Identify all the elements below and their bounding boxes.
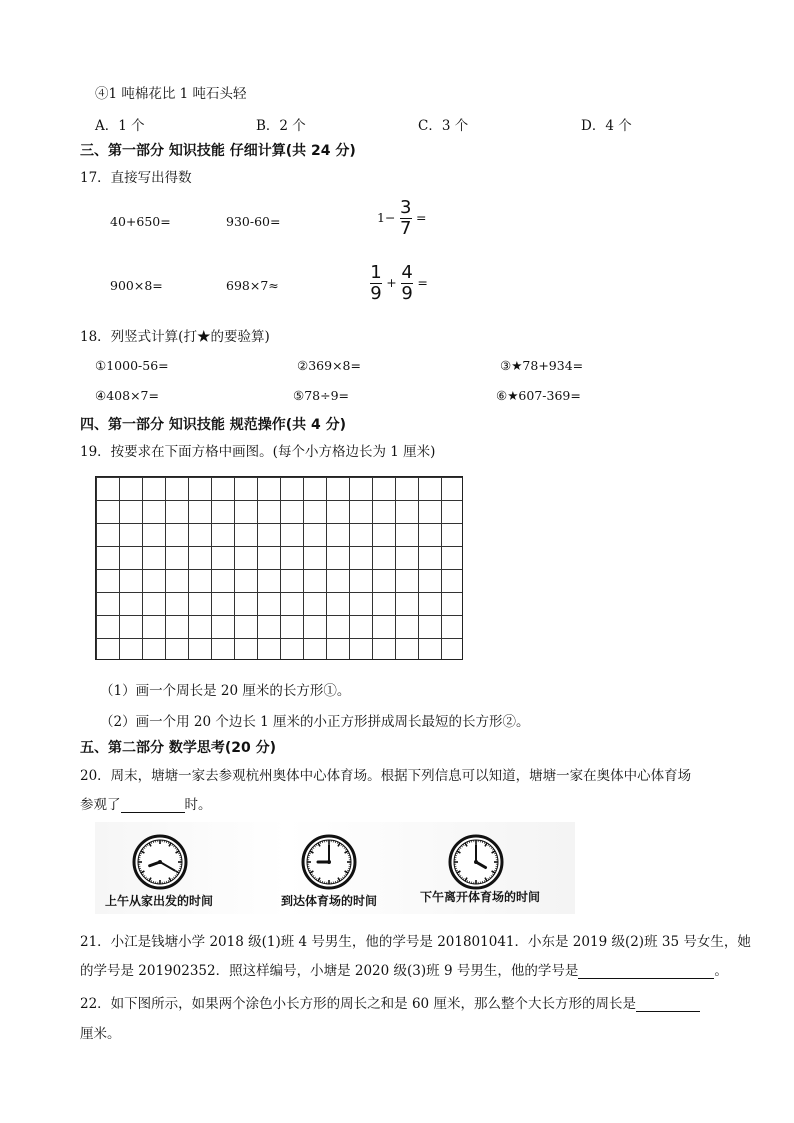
frac2-plus: + (386, 275, 397, 290)
q17-calc-4: 698×7≈ (226, 278, 279, 293)
q19-stem: 19．按要求在下面方格中画图。(每个小方格边长为 1 厘米) (80, 444, 436, 460)
q19-sub-2: （2）画一个用 20 个边长 1 厘米的小正方形拼成周长最短的长方形②。 (100, 714, 530, 730)
q20-answer-blank[interactable] (121, 796, 185, 813)
frac2-denominator-1: 9 (370, 283, 382, 304)
clock-leaving (450, 836, 502, 888)
q18-stem: 18．列竖式计算(打★的要验算) (80, 329, 270, 345)
clock-caption-3: 下午离开体育场的时间 (420, 890, 541, 904)
q20-line-1: 20．周末，塘塘一家去参观杭州奥体中心体育场。根据下列信息可以知道，塘塘一家在奥体中心体育场 (80, 768, 692, 784)
q16-option-a[interactable]: A．1 个 (95, 118, 145, 134)
clock-caption-2: 到达体育场的时间 (281, 894, 378, 908)
section-5-title: 五、第二部分 数学思考(20 分) (80, 740, 277, 756)
fraction-1-9 (370, 263, 382, 304)
drawing-grid[interactable] (95, 476, 463, 660)
fraction-3-7 (400, 198, 412, 239)
clocks-figure (95, 822, 575, 914)
frac2-numerator-2: 4 (401, 262, 413, 283)
q22-line-1 (80, 992, 700, 1012)
frac1-prefix: 1− (377, 210, 396, 225)
q17-calc-2: 930-60= (226, 214, 281, 229)
clock-center-pin (327, 860, 331, 864)
q16-option-b[interactable]: B．2 个 (256, 118, 306, 134)
q22-answer-blank[interactable] (636, 995, 700, 1012)
q18-item-1: ①1000-56= (95, 358, 169, 373)
fraction-4-9 (401, 263, 413, 304)
q18-item-6: ⑥★607-369= (496, 388, 581, 403)
q17-fraction-expression-1 (377, 198, 427, 239)
section-4-title: 四、第一部分 知识技能 规范操作(共 4 分) (80, 417, 347, 433)
frac1-equals: = (416, 210, 427, 225)
q19-sub-1: （1）画一个周长是 20 厘米的长方形①。 (100, 683, 351, 699)
q22-line-2: 厘米。 (80, 1026, 121, 1042)
q20-line-2-prefix: 参观了 (80, 797, 121, 813)
q18-item-4: ④408×7= (95, 388, 159, 403)
clock-center-pin (474, 860, 478, 864)
clock-center-pin (158, 860, 162, 864)
q16-item-4: ④1 吨棉花比 1 吨石头轻 (95, 86, 247, 102)
frac2-denominator-2: 9 (401, 283, 413, 304)
frac2-numerator-1: 1 (370, 262, 382, 283)
q21-line-1: 21．小江是钱塘小学 2018 级(1)班 4 号男生，他的学号是 201801041．小东是 2019 级(2)班 35 号女生，她 (80, 934, 751, 950)
q18-item-2: ②369×8= (297, 358, 361, 373)
q21-line-2 (80, 959, 728, 979)
clock-arrival (303, 836, 355, 888)
q17-stem: 17．直接写出得数 (80, 170, 192, 186)
q21-answer-blank[interactable] (578, 962, 714, 979)
frac2-equals: = (417, 275, 428, 290)
q17-calc-3: 900×8= (110, 278, 163, 293)
q16-option-d[interactable]: D．4 个 (581, 118, 632, 134)
q17-calc-1: 40+650= (110, 214, 171, 229)
q18-item-3: ③★78+934= (500, 358, 584, 373)
q20-line-2 (80, 793, 212, 813)
q17-fraction-expression-2 (370, 263, 428, 304)
clock-caption-1: 上午从家出发的时间 (105, 894, 214, 908)
q21-line-2-suffix: 。 (714, 963, 728, 979)
q22-line-1-text: 22．如下图所示，如果两个涂色小长方形的周长之和是 60 厘米，那么整个大长方形的周长是 (80, 996, 636, 1012)
frac1-denominator: 7 (400, 218, 412, 239)
q18-item-5: ⑤78÷9= (293, 388, 350, 403)
frac1-numerator: 3 (400, 197, 412, 218)
q21-line-2-prefix: 的学号是 201902352．照这样编号，小塘是 2020 级(3)班 9 号男生，他的学号是 (80, 963, 579, 979)
section-3-title: 三、第一部分 知识技能 仔细计算(共 24 分) (80, 143, 356, 159)
q16-option-c[interactable]: C．3 个 (418, 118, 469, 134)
clock-departure (134, 836, 186, 888)
q20-line-2-suffix: 时。 (184, 797, 212, 813)
